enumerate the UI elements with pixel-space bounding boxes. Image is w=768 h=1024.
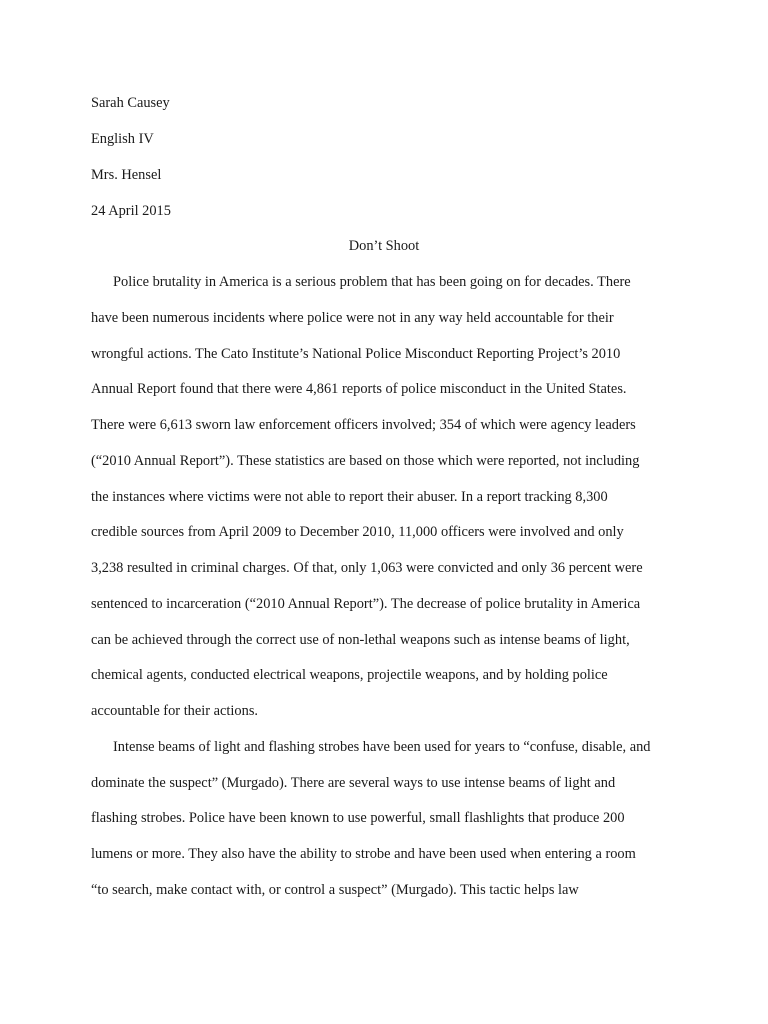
paragraph-1-line: accountable for their actions.: [91, 703, 259, 719]
essay-title: Don’t Shoot: [348, 238, 420, 254]
paragraph-1-line: can be achieved through the correct use of non-lethal weapons such as intense beams of light,: [91, 632, 630, 648]
course-name: English IV: [91, 131, 154, 147]
paragraph-1-line: credible sources from April 2009 to December 2010, 11,000 officers were involved and only: [91, 524, 624, 540]
essay-date: 24 April 2015: [91, 203, 171, 219]
paragraph-1-line: Police brutality in America is a serious problem that has been going on for decades. There: [113, 274, 631, 290]
paragraph-1-line: There were 6,613 sworn law enforcement officers involved; 354 of which were agency leaders: [91, 417, 636, 433]
paragraph-1-line: Annual Report found that there were 4,861 reports of police misconduct in the United States.: [91, 381, 627, 397]
paragraph-1-line: (“2010 Annual Report”). These statistics are based on those which were reported, not including: [91, 453, 640, 469]
paragraph-1-line: sentenced to incarceration (“2010 Annual Report”). The decrease of police brutality in America: [91, 596, 641, 612]
paragraph-1-line: chemical agents, conducted electrical weapons, projectile weapons, and by holding police: [91, 667, 608, 683]
paragraph-1-line: the instances where victims were not able to report their abuser. In a report tracking 8,300: [91, 489, 608, 505]
author-name: Sarah Causey: [91, 95, 170, 111]
paragraph-2-line: lumens or more. They also have the ability to strobe and have been used when entering a room: [91, 846, 636, 862]
paragraph-2-line: Intense beams of light and flashing strobes have been used for years to “confuse, disable, and: [113, 739, 651, 755]
paragraph-2-line: “to search, make contact with, or control a suspect” (Murgado). This tactic helps law: [91, 882, 579, 898]
paragraph-1-line: 3,238 resulted in criminal charges. Of that, only 1,063 were convicted and only 36 percent were: [91, 560, 643, 576]
paragraph-2-line: flashing strobes. Police have been known to use powerful, small flashlights that produce 200: [91, 810, 625, 826]
paragraph-1-line: have been numerous incidents where police were not in any way held accountable for their: [91, 310, 614, 326]
paragraph-1-line: wrongful actions. The Cato Institute’s National Police Misconduct Reporting Project’s 2010: [91, 346, 621, 362]
teacher-name: Mrs. Hensel: [91, 167, 162, 183]
paragraph-2-line: dominate the suspect” (Murgado). There are several ways to use intense beams of light and: [91, 775, 616, 791]
